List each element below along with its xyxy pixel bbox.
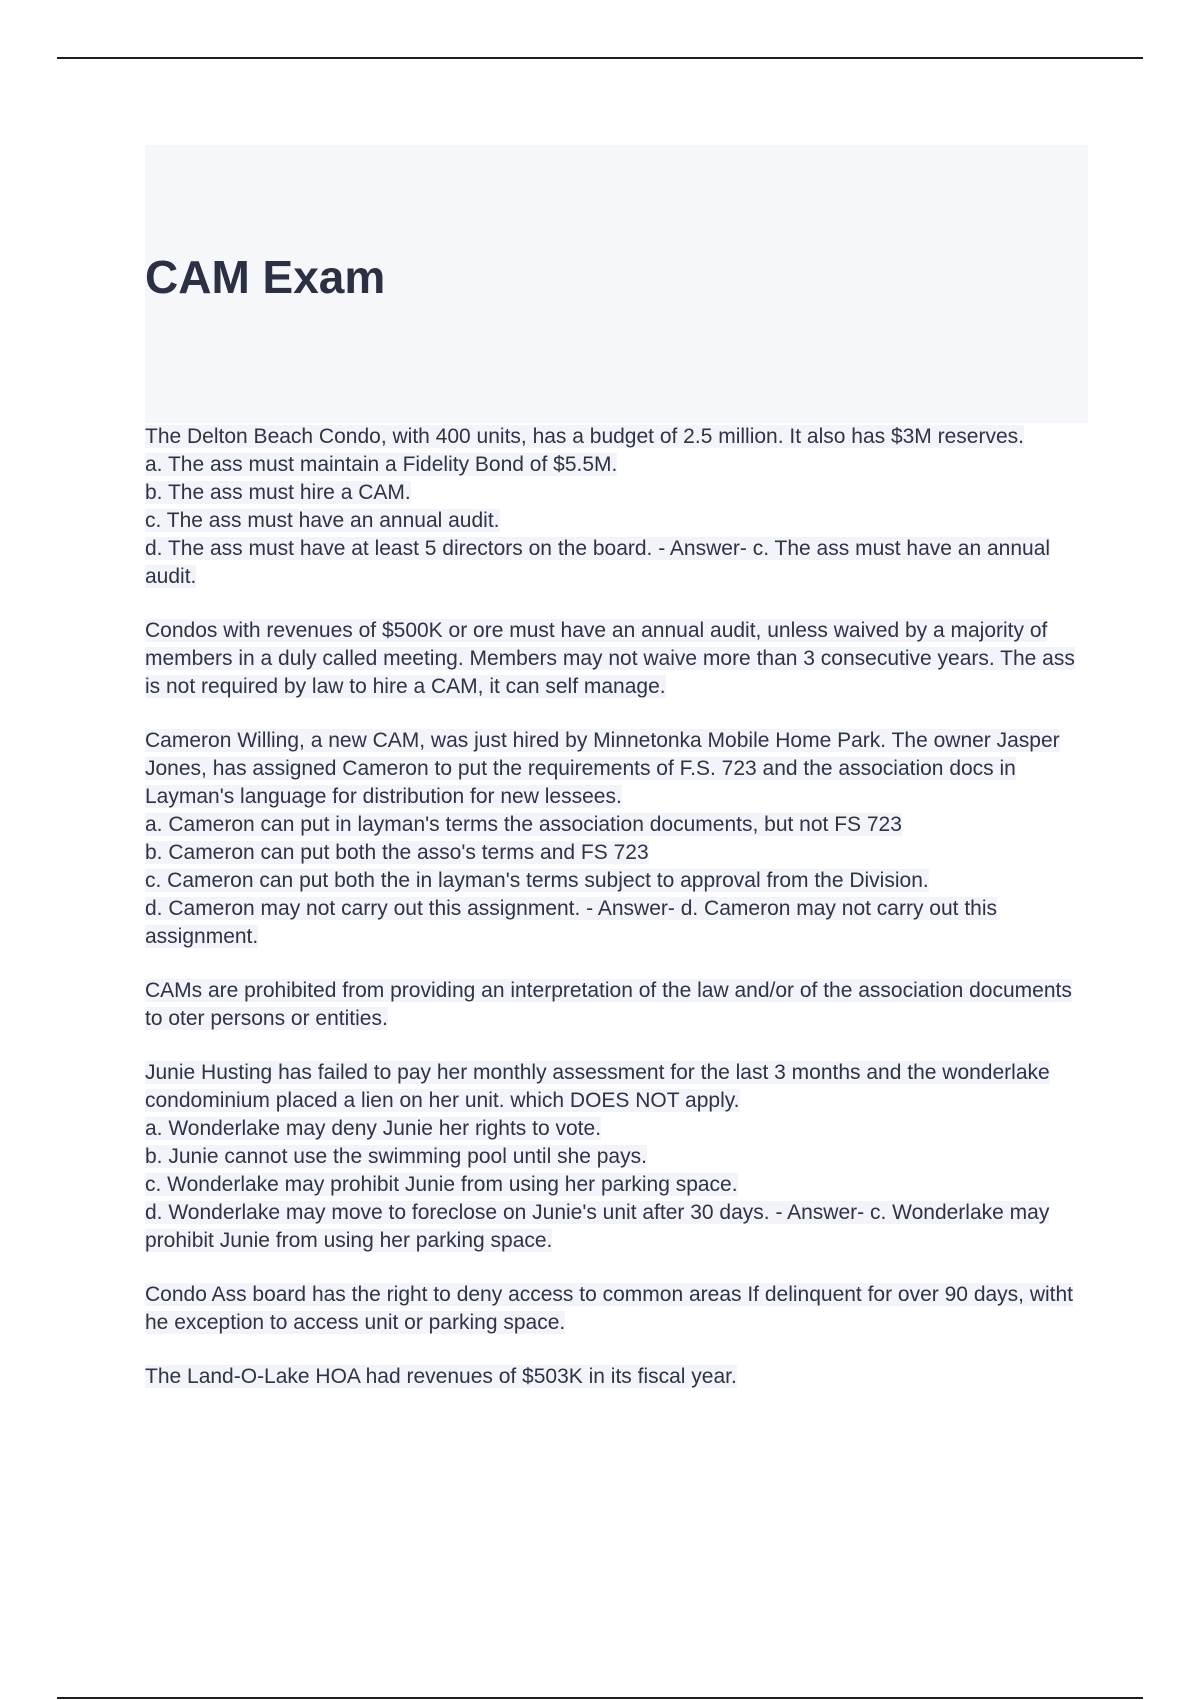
text-line: b. The ass must hire a CAM. — [145, 481, 411, 504]
text-line: Condos with revenues of $500K or ore must have an annual audit, unless waived by a majority of members in a duly called meeting. Members may not waive more than 3 consecutive years. The ass is not required by law to hire a CAM, it can self manage. — [145, 619, 1075, 698]
text-line: d. Cameron may not carry out this assignment. - Answer- d. Cameron may not carry out this assignment. — [145, 897, 997, 948]
question-block — [145, 1363, 1090, 1391]
text-line: b. Cameron can put both the asso's terms and FS 723 — [145, 841, 649, 864]
text-line: The Land-O-Lake HOA had revenues of $503K in its fiscal year. — [145, 1365, 737, 1388]
text-line: Cameron Willing, a new CAM, was just hired by Minnetonka Mobile Home Park. The owner Jasper Jones, has assigned Cameron to put the requirements of F.S. 723 and the association docs in Layman's language for distribution for new lessees. — [145, 729, 1060, 808]
text-line: c. The ass must have an annual audit. — [145, 509, 500, 532]
text-line: Condo Ass board has the right to deny access to common areas If delinquent for over 90 days, witht he exception to access unit or parking space. — [145, 1283, 1074, 1334]
text-line: c. Cameron can put both the in layman's terms subject to approval from the Division. — [145, 869, 929, 892]
text-line: d. The ass must have at least 5 directors on the board. - Answer- c. The ass must have an annual audit. — [145, 537, 1051, 588]
text-line: a. Cameron can put in layman's terms the association documents, but not FS 723 — [145, 813, 902, 836]
explanation-block — [145, 617, 1090, 701]
explanation-block — [145, 1281, 1090, 1337]
question-block — [145, 727, 1090, 951]
top-rule — [57, 57, 1143, 59]
text-line: CAMs are prohibited from providing an interpretation of the law and/or of the association documents to oter persons or entities. — [145, 979, 1072, 1030]
text-line: d. Wonderlake may move to foreclose on Junie's unit after 30 days. - Answer- c. Wonderlake may prohibit Junie from using her parking space. — [145, 1201, 1050, 1252]
text-line: Junie Husting has failed to pay her monthly assessment for the last 3 months and the wonderlake condominium placed a lien on her unit. which DOES NOT apply. — [145, 1061, 1050, 1112]
explanation-block — [145, 977, 1090, 1033]
text-line: a. The ass must maintain a Fidelity Bond of $5.5M. — [145, 453, 618, 476]
document-body — [145, 423, 1090, 1417]
page-title: CAM Exam — [145, 251, 386, 303]
bottom-rule — [57, 1697, 1143, 1699]
question-block — [145, 423, 1090, 591]
text-line: The Delton Beach Condo, with 400 units, has a budget of 2.5 million. It also has $3M reserves. — [145, 425, 1024, 448]
text-line: c. Wonderlake may prohibit Junie from using her parking space. — [145, 1173, 738, 1196]
text-line: a. Wonderlake may deny Junie her rights to vote. — [145, 1117, 602, 1140]
question-block — [145, 1059, 1090, 1255]
text-line: b. Junie cannot use the swimming pool until she pays. — [145, 1145, 647, 1168]
